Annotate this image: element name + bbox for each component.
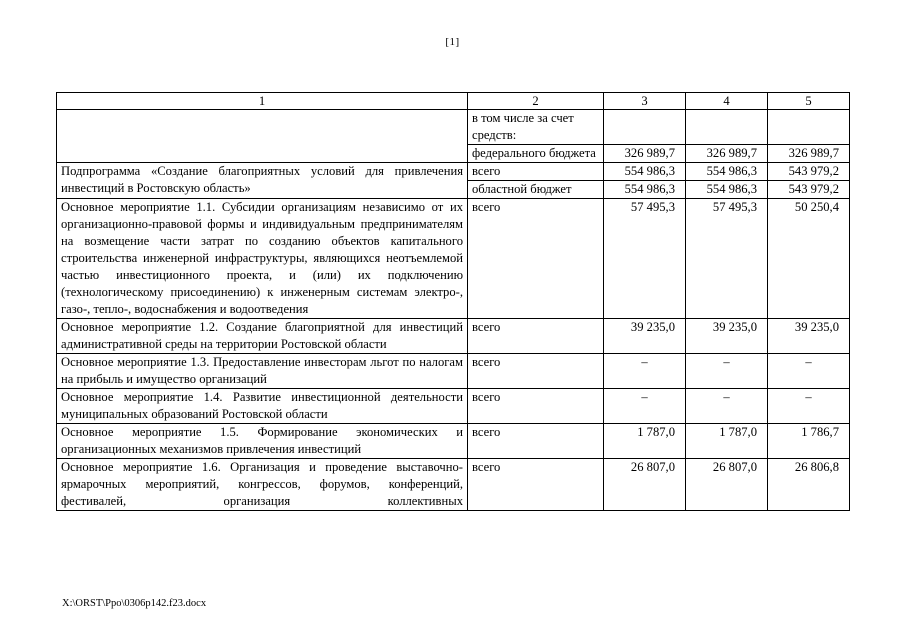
footer-file-path: X:\ORST\Ppo\0306p142.f23.docx xyxy=(62,598,207,609)
row-value-col5: 1 786,7 xyxy=(768,424,850,459)
column-header-1: 1 xyxy=(57,93,468,110)
row-value-col3: 554 986,3 xyxy=(604,181,686,199)
row-value-col3: 554 986,3 xyxy=(604,163,686,181)
column-header-2: 2 xyxy=(468,93,604,110)
row-value-col5: – xyxy=(768,389,850,424)
row-value-col3: 326 989,7 xyxy=(604,145,686,163)
column-header-3: 3 xyxy=(604,93,686,110)
row-funding-source: всего xyxy=(468,199,604,319)
table-row xyxy=(57,389,850,424)
budget-table xyxy=(56,92,850,511)
row-value-col3 xyxy=(604,110,686,145)
row-description: Основное мероприятие 1.6. Организация и проведение выставочно-ярмарочных мероприятий, конгрессов, форумов, конференций, фестивалей, организация коллективных xyxy=(57,459,468,511)
row-funding-source: федерального бюджета xyxy=(468,145,604,163)
row-funding-source: всего xyxy=(468,389,604,424)
row-value-col3: – xyxy=(604,389,686,424)
page-number: [1] xyxy=(445,36,460,48)
row-funding-source: всего xyxy=(468,424,604,459)
row-description: Подпрограмма «Создание благоприятных условий для привлечения инвестиций в Ростовскую область» xyxy=(57,163,468,199)
table-row xyxy=(57,163,850,181)
row-description: Основное мероприятие 1.2. Создание благоприятной для инвестиций административной среды на территории Ростовской области xyxy=(57,319,468,354)
table-row xyxy=(57,459,850,511)
row-value-col4 xyxy=(686,110,768,145)
row-description: Основное мероприятие 1.1. Субсидии организациям независимо от их организационно-правовой формы и индивидуальным предпринимателям на возмещение части затрат по созданию объектов капитального строительства инженерной инфраструктуры, являющихся неотъемлемой частью инвестиционного проекта, и (или) их подключению (технологическому присоединению) к инженерным системам электро-, газо-, тепло-, водоснабжения и водоотведения xyxy=(57,199,468,319)
row-value-col5: 543 979,2 xyxy=(768,181,850,199)
row-value-col4: 57 495,3 xyxy=(686,199,768,319)
row-value-col4: – xyxy=(686,389,768,424)
row-value-col5 xyxy=(768,110,850,145)
table-row xyxy=(57,319,850,354)
table-row xyxy=(57,424,850,459)
row-value-col4: 554 986,3 xyxy=(686,163,768,181)
row-description: Основное мероприятие 1.3. Предоставление инвесторам льгот по налогам на прибыль и имущество организаций xyxy=(57,354,468,389)
column-header-4: 4 xyxy=(686,93,768,110)
row-value-col5: 26 806,8 xyxy=(768,459,850,511)
row-value-col3: 1 787,0 xyxy=(604,424,686,459)
row-value-col4: – xyxy=(686,354,768,389)
row-value-col4: 326 989,7 xyxy=(686,145,768,163)
row-value-col3: 39 235,0 xyxy=(604,319,686,354)
row-description: Основное мероприятие 1.5. Формирование экономических и организационных механизмов привлечения инвестиций xyxy=(57,424,468,459)
row-funding-source: всего xyxy=(468,319,604,354)
row-funding-source: всего xyxy=(468,354,604,389)
row-value-col4: 554 986,3 xyxy=(686,181,768,199)
table-row xyxy=(57,110,850,145)
column-header-5: 5 xyxy=(768,93,850,110)
row-value-col5: 50 250,4 xyxy=(768,199,850,319)
row-description xyxy=(57,110,468,163)
row-funding-source: всего xyxy=(468,459,604,511)
table-row xyxy=(57,354,850,389)
row-value-col4: 39 235,0 xyxy=(686,319,768,354)
row-value-col5: 543 979,2 xyxy=(768,163,850,181)
row-value-col5: – xyxy=(768,354,850,389)
row-value-col4: 26 807,0 xyxy=(686,459,768,511)
row-description: Основное мероприятие 1.4. Развитие инвестиционной деятельности муниципальных образований Ростовской области xyxy=(57,389,468,424)
row-funding-source: областной бюджет xyxy=(468,181,604,199)
row-value-col5: 39 235,0 xyxy=(768,319,850,354)
row-value-col5: 326 989,7 xyxy=(768,145,850,163)
row-funding-source: в том числе за счет средств: xyxy=(468,110,604,145)
row-value-col3: 26 807,0 xyxy=(604,459,686,511)
table-row xyxy=(57,199,850,319)
row-value-col4: 1 787,0 xyxy=(686,424,768,459)
row-value-col3: 57 495,3 xyxy=(604,199,686,319)
table-header-row xyxy=(57,93,850,110)
row-funding-source: всего xyxy=(468,163,604,181)
row-value-col3: – xyxy=(604,354,686,389)
